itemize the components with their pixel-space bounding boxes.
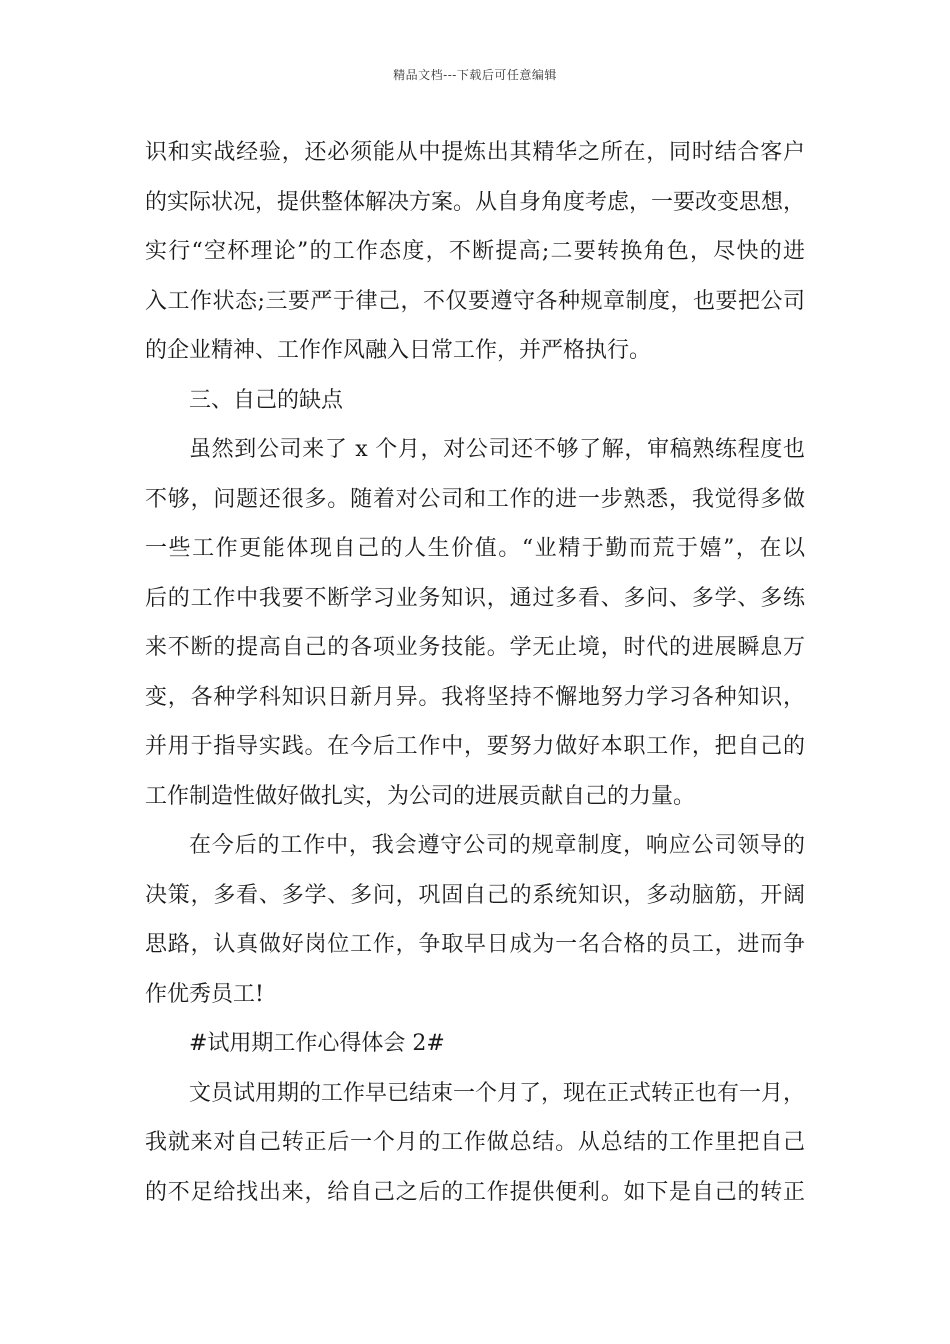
text-line: 的实际状况，提供整体解决方案。从自身角度考虑，一要改变思想， [145,189,806,215]
text-line: 不够，问题还很多。随着对公司和工作的进一步熟悉，我觉得多做 [145,486,805,512]
text-line: 并用于指导实践。在今后工作中，要努力做好本职工作，把自己的 [145,734,805,759]
text-line: 工作制造性做好做扎实，为公司的进展贡献自己的力量。 [145,783,696,809]
text-line: 一些工作更能体现自己的人生价值。“业精于勤而荒于嬉”，在以 [145,536,805,561]
text-line: 来不断的提高自己的各项业务技能。学无止境，时代的进展瞬息万 [145,635,805,660]
document-body [145,128,805,1217]
section-heading: #试用期工作心得体会 2# [189,1031,445,1056]
page-header: 精品文档---下载后可任意编辑 [393,68,557,82]
text-line: 入工作状态;三要严于律己，不仅要遵守各种规章制度，也要把公司 [145,288,805,314]
text-line: 在今后的工作中，我会遵守公司的规章制度，响应公司领导的 [189,833,805,858]
text-line: 后的工作中我要不断学习业务知识，通过多看、多问、多学、多练 [145,585,805,611]
text-line: 识和实战经验，还必须能从中提炼出其精华之所在，同时结合客户 [145,140,805,165]
section-heading: 三、自己的缺点 [189,387,344,413]
text-line: 决策，多看、多学、多问，巩固自己的系统知识，多动脑筋，开阔 [145,882,805,908]
text-line: 的不足给找出来，给自己之后的工作提供便利。如下是自己的转正 [145,1179,805,1205]
text-line: 我就来对自己转正后一个月的工作做总结。从总结的工作里把自己 [145,1130,805,1155]
text-line: 文员试用期的工作早已结束一个月了，现在正式转正也有一月， [189,1080,806,1106]
text-line: 变，各种学科知识日新月异。我将坚持不懈地努力学习各种知识， [145,684,805,710]
text-line: 虽然到公司来了 x 个月，对公司还不够了解，审稿熟练程度也 [189,437,805,462]
text-line: 的企业精神、工作作风融入日常工作，并严格执行。 [145,338,652,363]
text-line: 思路，认真做好岗位工作，争取早日成为一名合格的员工，进而争 [145,932,805,957]
text-line: 实行“空杯理论”的工作态度，不断提高;二要转换角色，尽快的进 [145,239,805,264]
text-line: 作优秀员工! [145,981,264,1007]
